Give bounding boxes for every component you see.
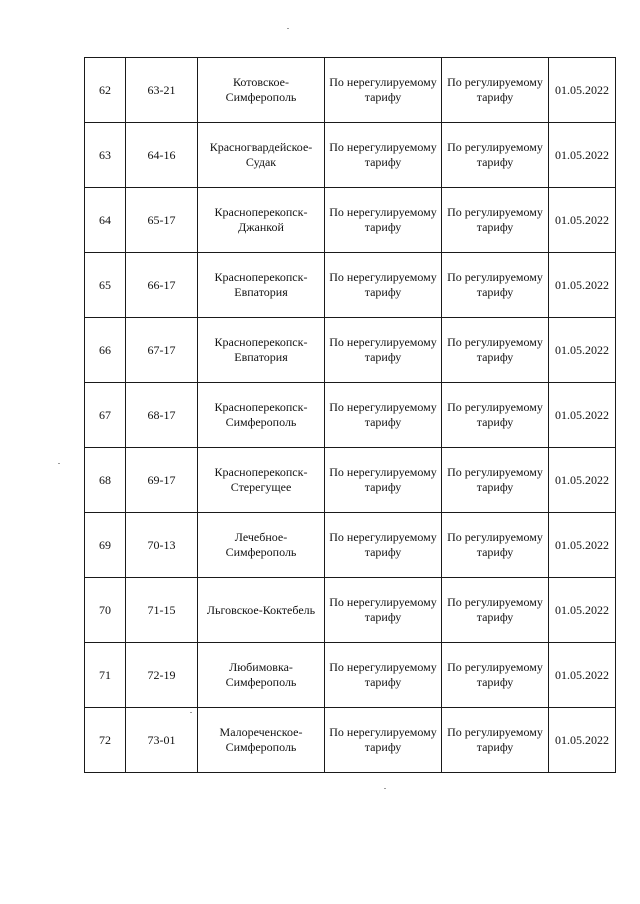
start-date-cell: 01.05.2022 <box>549 253 616 318</box>
start-date-cell: 01.05.2022 <box>549 448 616 513</box>
scan-speck <box>384 788 386 789</box>
start-date-cell: 01.05.2022 <box>549 513 616 578</box>
row-number-cell: 67 <box>85 383 126 448</box>
route-name-cell: Лечебное-Симферополь <box>198 513 325 578</box>
table-row <box>85 578 616 643</box>
table-row <box>85 448 616 513</box>
tariff-type-2-cell: По регулируемому тарифу <box>442 318 549 383</box>
tariff-type-cell: По нерегулируемому тарифу <box>325 188 442 253</box>
start-date-cell: 01.05.2022 <box>549 383 616 448</box>
route-code-cell: 71-15 <box>126 578 198 643</box>
tariff-type-2-cell: По регулируемому тарифу <box>442 58 549 123</box>
tariff-type-cell: По нерегулируемому тарифу <box>325 513 442 578</box>
routes-table <box>84 57 616 773</box>
tariff-type-2-cell: По регулируемому тарифу <box>442 253 549 318</box>
start-date-cell: 01.05.2022 <box>549 708 616 773</box>
route-name-cell: Любимовка-Симферополь <box>198 643 325 708</box>
start-date-cell: 01.05.2022 <box>549 188 616 253</box>
row-number-cell: 65 <box>85 253 126 318</box>
row-number-cell: 69 <box>85 513 126 578</box>
start-date-cell: 01.05.2022 <box>549 318 616 383</box>
document-page <box>84 57 615 773</box>
table-row <box>85 318 616 383</box>
row-number-cell: 70 <box>85 578 126 643</box>
start-date-cell: 01.05.2022 <box>549 643 616 708</box>
tariff-type-cell: По нерегулируемому тарифу <box>325 643 442 708</box>
table-row <box>85 188 616 253</box>
tariff-type-cell: По нерегулируемому тарифу <box>325 58 442 123</box>
table-row <box>85 253 616 318</box>
start-date-cell: 01.05.2022 <box>549 578 616 643</box>
scan-speck <box>287 28 289 29</box>
route-code-cell: 64-16 <box>126 123 198 188</box>
table-row <box>85 643 616 708</box>
route-name-cell: Красноперекопск-Евпатория <box>198 318 325 383</box>
route-code-cell: 66-17 <box>126 253 198 318</box>
tariff-type-2-cell: По регулируемому тарифу <box>442 123 549 188</box>
table-row <box>85 123 616 188</box>
tariff-type-2-cell: По регулируемому тарифу <box>442 448 549 513</box>
table-row <box>85 383 616 448</box>
tariff-type-2-cell: По регулируемому тарифу <box>442 188 549 253</box>
route-name-cell: Красногвардейское-Судак <box>198 123 325 188</box>
tariff-type-2-cell: По регулируемому тарифу <box>442 383 549 448</box>
route-code-cell: 68-17 <box>126 383 198 448</box>
start-date-cell: 01.05.2022 <box>549 123 616 188</box>
row-number-cell: 63 <box>85 123 126 188</box>
tariff-type-2-cell: По регулируемому тарифу <box>442 708 549 773</box>
tariff-type-cell: По нерегулируемому тарифу <box>325 448 442 513</box>
tariff-type-cell: По нерегулируемому тарифу <box>325 253 442 318</box>
row-number-cell: 64 <box>85 188 126 253</box>
tariff-type-2-cell: По регулируемому тарифу <box>442 578 549 643</box>
row-number-cell: 68 <box>85 448 126 513</box>
row-number-cell: 71 <box>85 643 126 708</box>
route-name-cell: Красноперекопск-Симферополь <box>198 383 325 448</box>
tariff-type-cell: По нерегулируемому тарифу <box>325 318 442 383</box>
routes-table-body <box>85 58 616 773</box>
table-row <box>85 513 616 578</box>
route-code-cell: 73-01 <box>126 708 198 773</box>
route-name-cell: Льговское-Коктебель <box>198 578 325 643</box>
route-code-cell: 72-19 <box>126 643 198 708</box>
route-name-cell: Красноперекопск-Джанкой <box>198 188 325 253</box>
start-date-cell: 01.05.2022 <box>549 58 616 123</box>
tariff-type-cell: По нерегулируемому тарифу <box>325 123 442 188</box>
route-code-cell: 69-17 <box>126 448 198 513</box>
route-code-cell: 65-17 <box>126 188 198 253</box>
tariff-type-cell: По нерегулируемому тарифу <box>325 383 442 448</box>
route-name-cell: Красноперекопск-Евпатория <box>198 253 325 318</box>
tariff-type-cell: По нерегулируемому тарифу <box>325 578 442 643</box>
tariff-type-2-cell: По регулируемому тарифу <box>442 643 549 708</box>
route-code-cell: 67-17 <box>126 318 198 383</box>
route-code-cell: 70-13 <box>126 513 198 578</box>
tariff-type-2-cell: По регулируемому тарифу <box>442 513 549 578</box>
row-number-cell: 66 <box>85 318 126 383</box>
table-row <box>85 708 616 773</box>
row-number-cell: 62 <box>85 58 126 123</box>
route-code-cell: 63-21 <box>126 58 198 123</box>
route-name-cell: Котовское-Симферополь <box>198 58 325 123</box>
route-name-cell: Малореченское-Симферополь <box>198 708 325 773</box>
tariff-type-cell: По нерегулируемому тарифу <box>325 708 442 773</box>
route-name-cell: Красноперекопск-Стерегущее <box>198 448 325 513</box>
scan-speck <box>58 463 60 464</box>
row-number-cell: 72 <box>85 708 126 773</box>
table-row <box>85 58 616 123</box>
